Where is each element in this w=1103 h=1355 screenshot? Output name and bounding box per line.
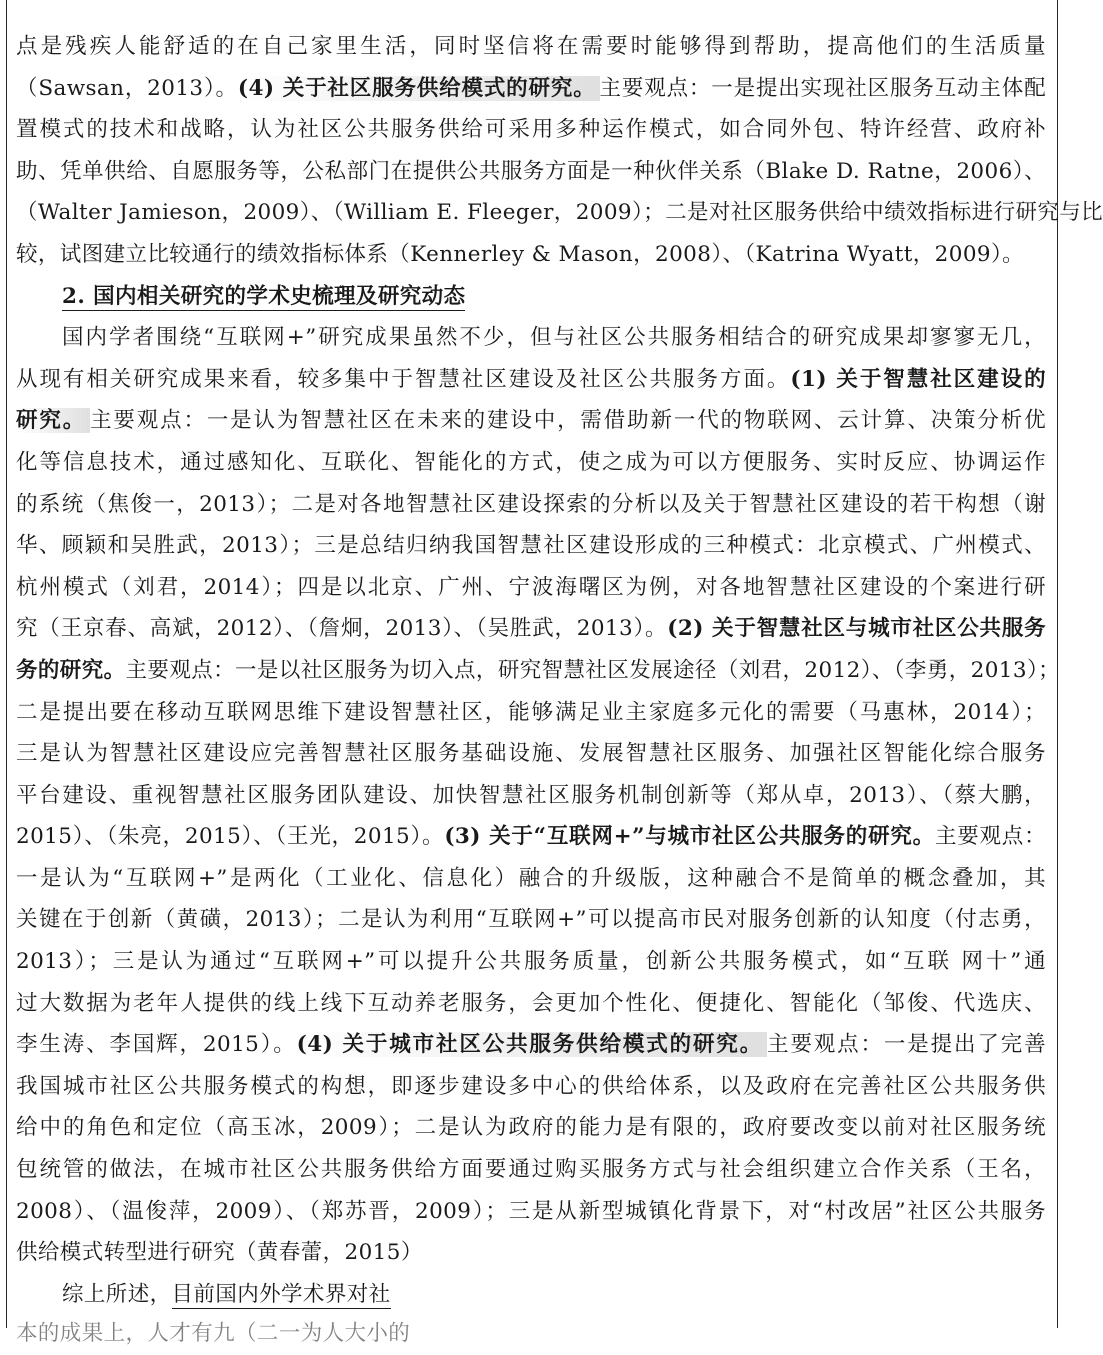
text-line: 助、凭单供给、自愿服务等，公私部门在提供公共服务方面是一种伙伴关系（Blake D. Ratne，2006）、 (16, 158, 1046, 184)
text-line: 的系统（焦俊一，2013）；二是对各地智慧社区建设探索的分析以及关于智慧社区建设的若干构想（谢 (16, 491, 1046, 517)
text-line: （Walter Jamieson，2009）、（William E. Fleeger，2009）；二是对社区服务供给中绩效指标进行研究与比 (16, 200, 1103, 226)
bold-subheading: (4) 关于社区服务供给模式的研究。 (238, 76, 600, 101)
text-line: 2008）、（温俊萍，2009）、（郑苏晋，2009）；三是从新型城镇化背景下，对“村改居”社区公共服务 (16, 1198, 1046, 1224)
cut-off-line: 本的成果上，人才有九（二一为人大小的 (16, 1321, 411, 1347)
text-line: 三是认为智慧社区建设应完善智慧社区服务基础设施、发展智慧社区服务、加强社区智能化综合服务 (16, 741, 1046, 767)
text-line: 杭州模式（刘君，2014）；四是以北京、广州、宁波海曙区为例，对各地智慧社区建设的个案进行研 (16, 574, 1046, 600)
text-line: 关键在于创新（黄磺，2013）；二是认为利用“互联网+”可以提高市民对服务创新的认知度（付志勇， (16, 907, 1046, 933)
bold-subheading: (1) 关于智慧社区建设的 (790, 366, 1046, 392)
text-line: （Sawsan，2013）。(4) 关于社区服务供给模式的研究。 主要观点：一是提出实现社区服务互动主体配 (16, 75, 1046, 101)
text-line: 李生涛、李国辉，2015）。(4) 关于城市社区公共服务供给模式的研究。 主要观点：一是提出了完善 (16, 1032, 1046, 1058)
text-line: 综上所述，目前国内外学术界对社 (62, 1281, 391, 1307)
text-line: 华、顾颖和吴胜武，2013）；三是总结归纳我国智慧社区建设形成的三种模式：北京模式、广州模式、 (16, 533, 1046, 559)
bold-subheading: (4) 关于城市社区公共服务供给模式的研究。 (297, 1032, 767, 1057)
text-line: 2013）；三是认为通过“互联网+”可以提升公共服务质量，创新公共服务模式，如“互联 网十”通 (16, 949, 1046, 975)
text-line: 供给模式转型进行研究（黄春蕾，2015） (16, 1240, 423, 1266)
text-line: 点是残疾人能舒适的在自己家里生活，同时坚信将在需要时能够得到帮助，提高他们的生活质量 (16, 34, 1046, 59)
bold-subheading: (3) 关于“互联网+”与城市社区公共服务的研究。 (444, 824, 935, 850)
bold-subheading: 务的研究。 (16, 657, 126, 683)
bold-subheading: (2) 关于智慧社区与城市社区公共服务 (667, 616, 1046, 642)
text-line: 2015）、（朱亮，2015）、（王光，2015）。(3) 关于“互联网+”与城市社区公共服务的研究。主要观点： (16, 824, 1046, 850)
text-line: 过大数据为老年人提供的线上线下互动养老服务，会更加个性化、便捷化、智能化（邹俊、代选庆、 (16, 990, 1046, 1016)
text-line: 包统管的做法，在城市社区公共服务供给方面要通过购买服务方式与社会组织建立合作关系（王名， (16, 1157, 1046, 1183)
text-line: 研究。 主要观点：一是认为智慧社区在未来的建设中，需借助新一代的物联网、云计算、决策分析优 (16, 408, 1047, 434)
text-line: 国内学者围绕“互联网+”研究成果虽然不少，但与社区公共服务相结合的研究成果却寥寥无几， (62, 325, 1046, 351)
text-line: 化等信息技术，通过感知化、互联化、智能化的方式，使之成为可以方便服务、实时反应、协调运作 (16, 449, 1046, 475)
text-line: 一是认为“互联网+”是两化（工业化、信息化）融合的升级版，这种融合不是简单的概念叠加，其 (16, 865, 1046, 891)
text-line: 置模式的技术和战略，认为社区公共服务供给可采用多种运作模式，如合同外包、特许经营、政府补 (16, 117, 1046, 143)
text-line: 二是提出要在移动互联网思维下建设智慧社区，能够满足业主家庭多元化的需要（马惠林，2014）； (16, 699, 1046, 725)
section-heading: 2. 国内相关研究的学术史梳理及研究动态 (62, 283, 466, 309)
text-line: 究（王京春、高斌，2012）、（詹炯，2013）、（吴胜武，2013）。(2) 关于智慧社区与城市社区公共服务 (16, 616, 1046, 642)
text-line: 给中的角色和定位（高玉冰，2009）；二是认为政府的能力是有限的，政府要改变以前对社区服务统 (16, 1115, 1046, 1141)
document-body (16, 26, 1103, 1347)
text-line: 务的研究。主要观点：一是以社区服务为切入点，研究智慧社区发展途径（刘君，2012）、（李勇，2013）； (16, 657, 1061, 683)
text-line: 较，试图建立比较通行的绩效指标体系（Kennerley & Mason，2008）、（Katrina Wyatt，2009）。 (16, 241, 1025, 267)
bold-subheading: 研究。 (16, 408, 90, 433)
text-line: 我国城市社区公共服务模式的构想，即逐步建设多中心的供给体系，以及政府在完善社区公共服务供 (16, 1073, 1046, 1099)
underlined-text: 目前国内外学术界对社 (171, 1281, 391, 1307)
text-line: 从现有相关研究成果来看，较多集中于智慧社区建设及社区公共服务方面。(1) 关于智慧社区建设的 (16, 366, 1046, 392)
text-line: 平台建设、重视智慧社区服务团队建设、加快智慧社区服务机制创新等（郑从卓，2013）、（蔡大鹏， (16, 782, 1046, 808)
